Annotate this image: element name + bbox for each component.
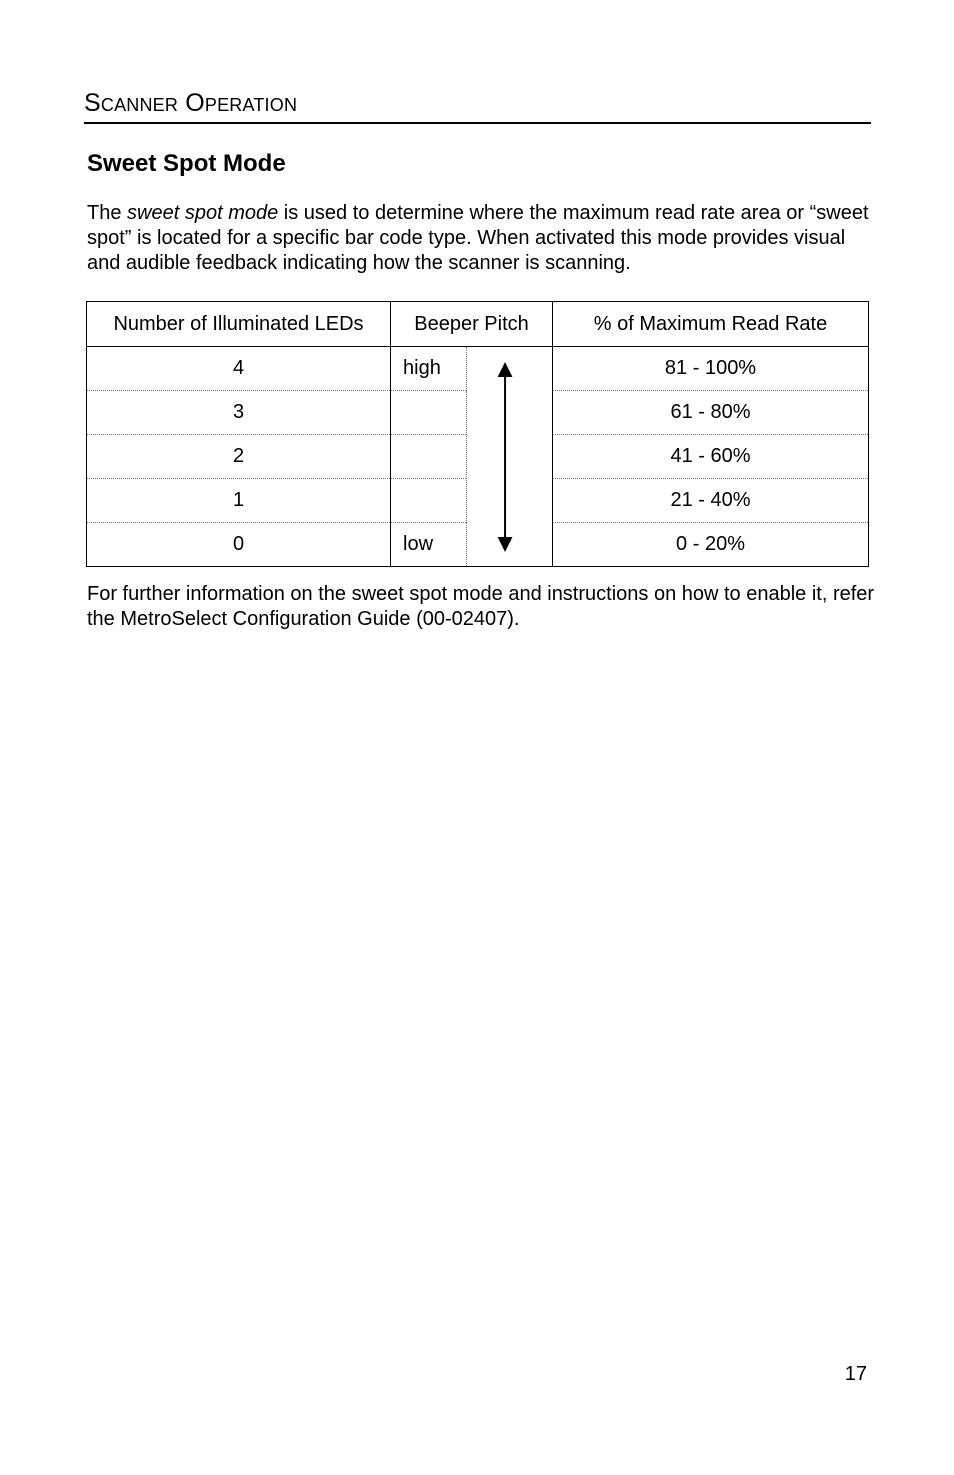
section-header-text: Scanner Operation xyxy=(84,89,298,117)
intro-lead: The xyxy=(87,202,128,224)
cell-pitch xyxy=(391,435,467,479)
cell-leds: 1 xyxy=(87,479,391,523)
table-row xyxy=(87,347,869,391)
cell-pitch: high xyxy=(391,347,467,391)
cell-rate: 81 - 100% xyxy=(553,347,869,391)
cell-leds: 2 xyxy=(87,435,391,479)
cell-rate: 41 - 60% xyxy=(553,435,869,479)
sweet-spot-table xyxy=(86,301,869,567)
cell-rate: 0 - 20% xyxy=(553,523,869,567)
cell-pitch xyxy=(391,479,467,523)
intro-rest: is used to determine where the maximum read rate area or “sweet spot” is located for a specific bar code type. When activated this mode provides visual and audible feedback indicating how the scanner is scanning. xyxy=(87,202,869,274)
pitch-arrow-cell xyxy=(467,347,553,567)
cell-rate: 61 - 80% xyxy=(553,391,869,435)
header-leds: Number of Illuminated LEDs xyxy=(87,302,391,347)
page-number: 17 xyxy=(844,1363,867,1385)
table-header-row xyxy=(87,302,869,347)
cell-pitch: low xyxy=(391,523,467,567)
intro-emphasis: sweet spot mode xyxy=(127,202,279,224)
header-beeper-pitch: Beeper Pitch xyxy=(391,302,553,347)
further-info-paragraph: For further information on the sweet spot mode and instructions on how to enable it, refer the MetroSelect Configuration Guide (00-02407). xyxy=(87,583,875,630)
cell-leds: 3 xyxy=(87,391,391,435)
double-headed-arrow-icon xyxy=(467,347,552,566)
section-header xyxy=(84,88,871,124)
cell-leds: 0 xyxy=(87,523,391,567)
cell-rate: 21 - 40% xyxy=(553,479,869,523)
page-title: Sweet Spot Mode xyxy=(87,150,286,177)
cell-leds: 4 xyxy=(87,347,391,391)
cell-pitch xyxy=(391,391,467,435)
header-read-rate: % of Maximum Read Rate xyxy=(553,302,869,347)
intro-paragraph xyxy=(87,201,877,276)
